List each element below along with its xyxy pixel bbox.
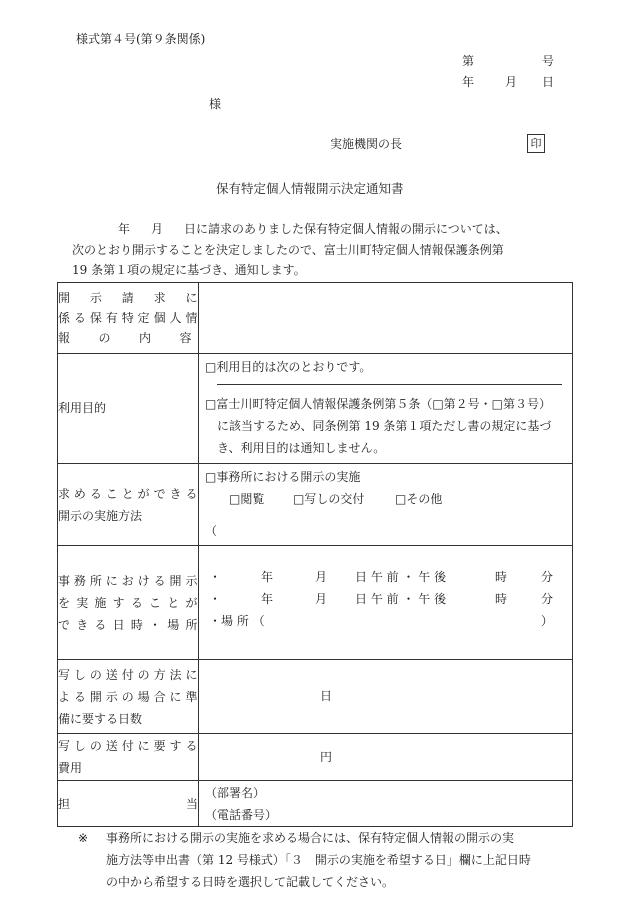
doc-number-suffix: 号 [542, 54, 555, 68]
document-title: 保有特定個人情報開示決定通知書 [216, 181, 404, 196]
label-purpose: 利用目的 [58, 354, 199, 464]
value-purpose [199, 354, 573, 464]
purpose-option-line-3: き、利用目的は通知しません。 [217, 441, 386, 455]
purpose-blank-line [217, 384, 562, 385]
purpose-option-notify[interactable]: □利用目的は次のとおりです。 [205, 360, 372, 374]
value-contact [199, 781, 573, 827]
purpose-option-line-2: に該当するため、同条例第 19 条第１項ただし書の規定に基づ [217, 419, 552, 433]
footnote-line-3: の中から希望する日時を選択して記載してください。 [106, 875, 395, 889]
value-schedule [199, 546, 573, 660]
label-prep-days: 写しの送付の方法に よる開示の場合に準 備に要する日数 [58, 660, 199, 734]
row-purpose [58, 354, 573, 464]
footnote-mark: ※ [78, 831, 89, 845]
row-prep-days [58, 660, 573, 734]
method-option-view[interactable]: □閲覧 [229, 492, 265, 506]
date-month: 月 [505, 75, 518, 89]
method-option-other[interactable]: □その他 [395, 492, 443, 506]
label-request-content: 開 示 請 求 に 係る保有特定個人情 報 の 内 容 [58, 283, 199, 354]
prep-days-unit: 日 [320, 689, 333, 703]
contact-phone[interactable]: （電話番号） [205, 807, 278, 822]
value-fee[interactable] [199, 734, 573, 781]
row-method [58, 464, 573, 546]
method-sub-options [205, 488, 566, 510]
purpose-option-not-notify[interactable]: □富士川町特定個人情報保護条例第５条（□第２号・□第３号） [205, 397, 552, 411]
footnote-line-2: 施方法等申出書（第 12 号様式）「３ 開示の実施を希望する日」欄に上記日時 [106, 853, 531, 867]
method-option-copy[interactable]: □写しの交付 [293, 492, 365, 506]
form-number: 様式第４号(第９条関係) [76, 32, 206, 46]
label-method: 求めることができる 開示の実施方法 [58, 464, 199, 546]
value-request-content[interactable] [199, 283, 573, 354]
date-year: 年 [462, 75, 475, 89]
date-day: 日 [542, 75, 555, 89]
label-fee: 写しの送付に要する 費用 [58, 734, 199, 781]
doc-number-prefix: 第 [462, 54, 475, 68]
intro-year: 年 [118, 222, 131, 236]
fee-unit: 円 [320, 749, 333, 764]
schedule-slot-1[interactable]: ・ 年 月 日 午 前 ・ 午 後 時 分 [209, 569, 554, 584]
footnote-line-1: ※ 事務所における開示の実施を求める場合には、保有特定個人情報の開示の実 [72, 827, 572, 849]
row-request-content [58, 283, 573, 354]
intro-month: 月 [151, 222, 164, 236]
notice-table [57, 282, 573, 827]
value-method [199, 464, 573, 546]
row-schedule [58, 546, 573, 660]
row-contact [58, 781, 573, 827]
footnote [72, 827, 572, 893]
contact-department[interactable]: （部署名） [205, 785, 266, 800]
seal-box: 印 [527, 134, 545, 153]
schedule-slot-2[interactable]: ・ 年 月 日 午 前 ・ 午 後 時 分 [209, 591, 554, 606]
intro-rest: 日に請求のありました保有特定個人情報の開示については、 [184, 222, 508, 236]
value-prep-days[interactable] [199, 660, 573, 734]
row-fee [58, 734, 573, 781]
schedule-place[interactable]: ・場 所 （ ） [209, 613, 554, 628]
issuer-title: 実施機関の長 [330, 137, 403, 151]
intro-line-3: 19 条第１項の規定に基づき、通知します。 [72, 263, 306, 277]
label-schedule: 事務所における開示 を実施することが できる日時・場所 [58, 546, 199, 660]
method-other-paren: （ [205, 524, 218, 538]
intro-line-2: 次のとおり開示することを決定しましたので、富士川町特定個人情報保護条例第 [72, 243, 504, 257]
addressee-suffix: 様 [209, 97, 222, 111]
label-contact: 担 当 [58, 781, 199, 827]
method-option-office[interactable]: □事務所における開示の実施 [205, 470, 361, 484]
